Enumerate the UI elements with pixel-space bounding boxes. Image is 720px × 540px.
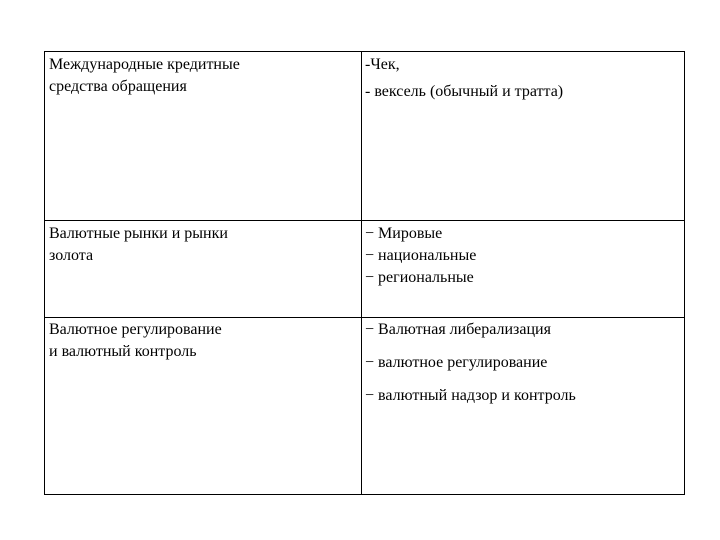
row-label-line: Международные кредитные [49, 56, 240, 73]
row-label-line: золота [49, 247, 94, 264]
list-item: - вексель (обычный и тратта) [365, 83, 564, 100]
row-label-line: Валютное регулирование [49, 321, 222, 338]
row-label [49, 223, 349, 267]
row-label-line: средства обращения [49, 78, 187, 95]
row-label-line: Валютные рынки и рынки [49, 225, 228, 242]
info-table [44, 51, 685, 495]
list-item: − Мировые [365, 225, 443, 242]
row-label [49, 54, 349, 98]
row-divider [45, 317, 684, 318]
row-items [365, 223, 680, 289]
column-divider [361, 52, 362, 494]
row-divider [45, 220, 684, 221]
list-item: − валютное регулирование [365, 354, 548, 371]
row-items [365, 54, 680, 108]
list-item: -Чек, [365, 56, 400, 73]
list-item: − национальные [365, 247, 477, 264]
list-item: − Валютная либерализация [365, 321, 551, 338]
list-item: − валютный надзор и контроль [365, 387, 576, 404]
row-label-line: и валютный контроль [49, 343, 197, 360]
list-item: − региональные [365, 269, 474, 286]
row-items [365, 319, 680, 418]
row-label [49, 319, 349, 363]
